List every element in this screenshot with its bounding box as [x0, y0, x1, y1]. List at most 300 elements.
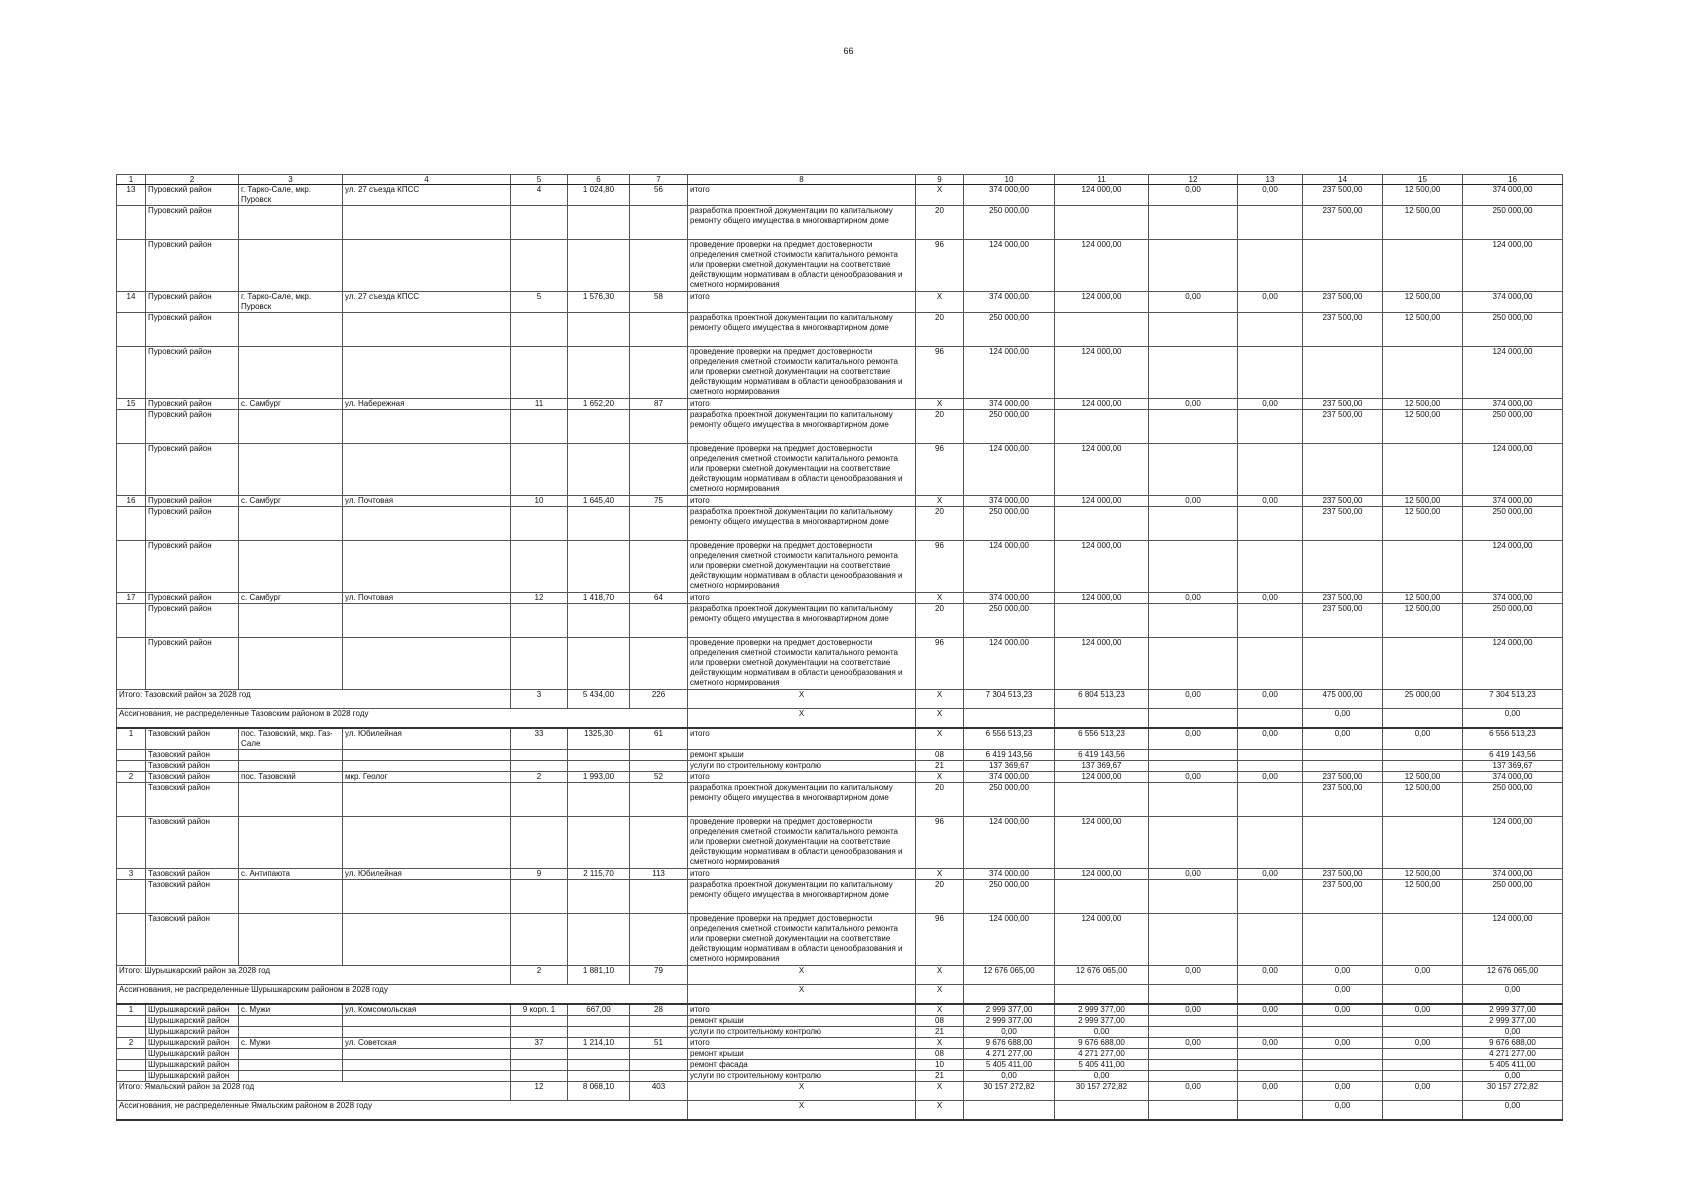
table-cell: 0,00 — [1463, 1101, 1563, 1121]
table-cell: 14 — [117, 292, 146, 313]
table-cell — [630, 817, 688, 869]
table-cell: 237 500,00 — [1303, 185, 1383, 206]
table-cell: Пуровский район — [146, 185, 239, 206]
table-cell — [1303, 1016, 1383, 1027]
table-cell — [1149, 1027, 1238, 1038]
total-label: Итого: Тазовский район за 2028 год — [117, 690, 511, 709]
table-cell: 374 000,00 — [1463, 496, 1563, 507]
table-cell: 51 — [630, 1038, 688, 1049]
table-cell: 124 000,00 — [964, 914, 1055, 966]
column-header: 9 — [916, 175, 964, 185]
table-cell — [1238, 347, 1303, 399]
table-cell — [630, 604, 688, 638]
table-cell: 25 000,00 — [1383, 690, 1463, 709]
unallocated-row — [117, 1101, 1563, 1121]
table-cell: 8 068,10 — [568, 1082, 630, 1101]
table-cell: ул. Набережная — [343, 399, 511, 410]
table-cell — [1303, 347, 1383, 399]
table-cell: X — [688, 985, 916, 1005]
table-cell: 6 804 513,23 — [1055, 690, 1149, 709]
column-header: 16 — [1463, 175, 1563, 185]
table-cell — [1238, 206, 1303, 240]
table-cell — [568, 1049, 630, 1060]
table-cell: 124 000,00 — [1463, 817, 1563, 869]
table-cell: 250 000,00 — [1463, 604, 1563, 638]
table-cell — [1383, 638, 1463, 690]
table-cell — [343, 507, 511, 541]
table-cell: 6 419 143,56 — [1055, 750, 1149, 761]
table-cell: 250 000,00 — [1463, 313, 1563, 347]
table-cell — [630, 761, 688, 772]
table-cell — [630, 240, 688, 292]
table-cell: 0,00 — [1238, 399, 1303, 410]
table-cell: ремонт крыши — [688, 750, 916, 761]
table-cell: Шурышкарский район — [146, 1071, 239, 1082]
table-cell: 124 000,00 — [964, 541, 1055, 593]
table-cell: X — [916, 772, 964, 783]
table-cell: 0,00 — [964, 1027, 1055, 1038]
table-cell: 124 000,00 — [1055, 496, 1149, 507]
table-cell: разработка проектной документации по капитальному ремонту общего имущества в многоквартирном доме — [688, 783, 916, 817]
table-cell: Пуровский район — [146, 347, 239, 399]
table-cell: Пуровский район — [146, 206, 239, 240]
table-cell: 0,00 — [1238, 292, 1303, 313]
table-cell — [568, 783, 630, 817]
table-cell: 9 корп. 1 — [511, 1004, 568, 1016]
unallocated-row — [117, 709, 1563, 729]
table-cell: 1 993,00 — [568, 772, 630, 783]
table-cell — [117, 1016, 146, 1027]
table-cell: ул. 27 съезда КПСС — [343, 292, 511, 313]
table-cell: 9 676 688,00 — [1055, 1038, 1149, 1049]
table-cell: 20 — [916, 507, 964, 541]
table-cell: Пуровский район — [146, 240, 239, 292]
table-cell: 0,00 — [1238, 869, 1303, 880]
table-cell — [239, 1016, 343, 1027]
table-cell: 0,00 — [1383, 966, 1463, 985]
table-cell: Тазовский район — [146, 880, 239, 914]
table-cell: 374 000,00 — [1463, 593, 1563, 604]
table-cell — [1238, 1101, 1303, 1121]
table-cell: 237 500,00 — [1303, 206, 1383, 240]
table-cell — [1238, 1049, 1303, 1060]
table-cell — [117, 761, 146, 772]
table-cell: 250 000,00 — [1463, 880, 1563, 914]
table-cell: 4 — [511, 185, 568, 206]
table-cell: ремонт крыши — [688, 1016, 916, 1027]
table-cell — [1303, 444, 1383, 496]
table-cell — [1238, 817, 1303, 869]
table-cell — [568, 206, 630, 240]
table-cell — [1238, 709, 1303, 729]
table-cell — [630, 206, 688, 240]
table-row — [117, 313, 1563, 347]
table-cell — [1055, 985, 1149, 1005]
total-row — [117, 966, 1563, 985]
table-cell — [1383, 1049, 1463, 1060]
table-cell: 2 999 377,00 — [1463, 1004, 1563, 1016]
table-cell: 124 000,00 — [1055, 638, 1149, 690]
table-cell: Пуровский район — [146, 593, 239, 604]
table-cell: 6 556 513,23 — [1055, 728, 1149, 750]
table-cell: 9 — [511, 869, 568, 880]
table-row — [117, 399, 1563, 410]
table-cell — [1055, 604, 1149, 638]
table-cell: Пуровский район — [146, 604, 239, 638]
table-cell: 12 500,00 — [1383, 772, 1463, 783]
table-cell: 20 — [916, 410, 964, 444]
table-cell: 12 500,00 — [1383, 604, 1463, 638]
table-cell: 08 — [916, 1049, 964, 1060]
table-cell: 17 — [117, 593, 146, 604]
total-row — [117, 1082, 1563, 1101]
table-cell: Тазовский район — [146, 750, 239, 761]
table-cell: 7 304 513,23 — [1463, 690, 1563, 709]
table-cell: 124 000,00 — [964, 240, 1055, 292]
table-cell: ул. Комсомольская — [343, 1004, 511, 1016]
table-cell: 0,00 — [1463, 709, 1563, 729]
table-cell — [511, 761, 568, 772]
table-cell — [117, 1071, 146, 1082]
table-cell: 250 000,00 — [1463, 783, 1563, 817]
table-cell — [1238, 914, 1303, 966]
table-cell: X — [916, 728, 964, 750]
table-cell: 124 000,00 — [964, 444, 1055, 496]
table-cell — [1383, 914, 1463, 966]
table-cell: 6 556 513,23 — [1463, 728, 1563, 750]
table-cell: 250 000,00 — [964, 507, 1055, 541]
table-cell: 1 418,70 — [568, 593, 630, 604]
table-cell — [1238, 1027, 1303, 1038]
table-row — [117, 541, 1563, 593]
table-cell: 124 000,00 — [1463, 444, 1563, 496]
column-header: 10 — [964, 175, 1055, 185]
table-cell: 87 — [630, 399, 688, 410]
table-cell: 5 405 411,00 — [1463, 1060, 1563, 1071]
table-cell: 0,00 — [1238, 728, 1303, 750]
table-row — [117, 761, 1563, 772]
table-cell: Пуровский район — [146, 638, 239, 690]
table-cell: с. Самбург — [239, 399, 343, 410]
table-cell: 124 000,00 — [1055, 869, 1149, 880]
table-cell: 11 — [511, 399, 568, 410]
page-number: 66 — [843, 46, 854, 56]
table-cell — [343, 1071, 511, 1082]
table-cell: 1 214,10 — [568, 1038, 630, 1049]
table-cell — [239, 206, 343, 240]
table-cell — [1238, 313, 1303, 347]
table-cell — [1303, 1049, 1383, 1060]
table-cell — [117, 750, 146, 761]
table-cell: 12 500,00 — [1383, 593, 1463, 604]
table-cell: 124 000,00 — [964, 638, 1055, 690]
table-cell: 2 — [117, 1038, 146, 1049]
table-cell: 30 157 272,82 — [1463, 1082, 1563, 1101]
table-cell: разработка проектной документации по капитальному ремонту общего имущества в многоквартирном доме — [688, 604, 916, 638]
table-cell — [568, 410, 630, 444]
table-cell: 12 676 065,00 — [1055, 966, 1149, 985]
table-cell — [343, 313, 511, 347]
table-cell: 21 — [916, 1027, 964, 1038]
table-cell: Тазовский район — [146, 914, 239, 966]
table-cell: 0,00 — [1149, 1004, 1238, 1016]
table-cell: 0,00 — [1238, 496, 1303, 507]
table-cell — [1238, 444, 1303, 496]
table-cell — [343, 1027, 511, 1038]
table-cell — [117, 541, 146, 593]
table-cell: 0,00 — [1149, 593, 1238, 604]
table-cell — [343, 541, 511, 593]
table-cell: 12 500,00 — [1383, 783, 1463, 817]
column-header: 13 — [1238, 175, 1303, 185]
table-cell: 237 500,00 — [1303, 593, 1383, 604]
table-cell: 113 — [630, 869, 688, 880]
table-cell: 0,00 — [1149, 496, 1238, 507]
column-header: 4 — [343, 175, 511, 185]
table-cell — [239, 347, 343, 399]
table-cell — [1238, 240, 1303, 292]
table-cell: с. Мужи — [239, 1038, 343, 1049]
table-cell: 9 676 688,00 — [1463, 1038, 1563, 1049]
table-cell — [239, 638, 343, 690]
table-cell — [117, 313, 146, 347]
table-cell: 28 — [630, 1004, 688, 1016]
total-label: Итого: Ямальский район за 2028 год — [117, 1082, 511, 1101]
column-header: 12 — [1149, 175, 1238, 185]
table-cell: 1 652,20 — [568, 399, 630, 410]
total-label: Итого: Шурышкарский район за 2028 год — [117, 966, 511, 985]
table-cell: X — [688, 1101, 916, 1121]
table-cell: 237 500,00 — [1303, 604, 1383, 638]
table-cell — [117, 444, 146, 496]
table-cell — [630, 1049, 688, 1060]
table-row — [117, 444, 1563, 496]
table-cell: 2 999 377,00 — [1463, 1016, 1563, 1027]
table-cell — [117, 638, 146, 690]
table-cell — [630, 783, 688, 817]
table-cell — [630, 1027, 688, 1038]
table-cell — [511, 880, 568, 914]
table-cell: 96 — [916, 240, 964, 292]
table-cell: услуги по строительному контролю — [688, 1027, 916, 1038]
table-cell — [1055, 206, 1149, 240]
table-cell: 12 500,00 — [1383, 313, 1463, 347]
table-cell — [1149, 206, 1238, 240]
table-cell: 0,00 — [1149, 966, 1238, 985]
table-cell: Тазовский район — [146, 869, 239, 880]
table-cell — [511, 750, 568, 761]
table-cell — [1149, 410, 1238, 444]
table-cell: 12 500,00 — [1383, 496, 1463, 507]
table-cell: 124 000,00 — [1055, 399, 1149, 410]
table-cell — [343, 240, 511, 292]
table-row — [117, 347, 1563, 399]
table-cell — [117, 240, 146, 292]
table-row — [117, 869, 1563, 880]
table-cell: 2 — [511, 966, 568, 985]
table-cell: 5 405 411,00 — [964, 1060, 1055, 1071]
table-cell: 2 115,70 — [568, 869, 630, 880]
table-cell: 124 000,00 — [1055, 772, 1149, 783]
table-cell: 9 676 688,00 — [964, 1038, 1055, 1049]
table-cell — [568, 1060, 630, 1071]
table-cell: 0,00 — [1149, 772, 1238, 783]
table-cell: проведение проверки на предмет достоверности определения сметной стоимости капитального ремонта или проверки сметной документации на соответствие действующим нормативам в области ценообразования и сметного нормирования — [688, 638, 916, 690]
table-cell: ул. Советская — [343, 1038, 511, 1049]
table-cell — [239, 541, 343, 593]
table-cell — [1383, 709, 1463, 729]
table-cell: разработка проектной документации по капитальному ремонту общего имущества в многоквартирном доме — [688, 313, 916, 347]
table-row — [117, 1027, 1563, 1038]
table-cell: 0,00 — [1238, 772, 1303, 783]
table-cell — [1149, 817, 1238, 869]
table-cell — [1149, 638, 1238, 690]
table-cell — [630, 541, 688, 593]
table-cell — [343, 347, 511, 399]
table-cell: 237 500,00 — [1303, 410, 1383, 444]
table-cell — [511, 507, 568, 541]
table-cell: 08 — [916, 750, 964, 761]
table-cell: X — [916, 869, 964, 880]
table-cell — [1149, 783, 1238, 817]
table-cell — [1383, 347, 1463, 399]
table-cell — [511, 1049, 568, 1060]
table-cell: 20 — [916, 313, 964, 347]
table-cell — [568, 761, 630, 772]
table-row — [117, 1049, 1563, 1060]
table-cell: 2 999 377,00 — [1055, 1004, 1149, 1016]
table-cell: пос. Тазовский — [239, 772, 343, 783]
table-cell: с. Самбург — [239, 593, 343, 604]
table-cell: 15 — [117, 399, 146, 410]
table-cell — [630, 1071, 688, 1082]
table-cell: 0,00 — [1238, 1038, 1303, 1049]
table-cell — [239, 444, 343, 496]
table-cell: X — [916, 966, 964, 985]
table-cell — [239, 1060, 343, 1071]
table-cell — [511, 206, 568, 240]
table-cell: 20 — [916, 604, 964, 638]
table-cell: 96 — [916, 444, 964, 496]
table-cell: Тазовский район — [146, 728, 239, 750]
table-cell — [630, 444, 688, 496]
table-cell: 2 — [117, 772, 146, 783]
table-cell: 96 — [916, 914, 964, 966]
table-cell: 6 419 143,56 — [964, 750, 1055, 761]
table-cell: 124 000,00 — [1055, 817, 1149, 869]
table-row — [117, 593, 1563, 604]
table-cell: 30 157 272,82 — [1055, 1082, 1149, 1101]
table-cell — [343, 604, 511, 638]
table-cell: ул. Юбилейная — [343, 728, 511, 750]
table-cell — [1055, 507, 1149, 541]
table-cell: итого — [688, 1004, 916, 1016]
table-cell: ул. Почтовая — [343, 496, 511, 507]
table-cell: 37 — [511, 1038, 568, 1049]
table-cell — [1303, 1027, 1383, 1038]
table-cell: Тазовский район — [146, 761, 239, 772]
table-cell — [239, 783, 343, 817]
column-header: 3 — [239, 175, 343, 185]
table-cell: 61 — [630, 728, 688, 750]
table-cell: 0,00 — [1149, 399, 1238, 410]
table-cell — [1055, 880, 1149, 914]
table-row — [117, 1060, 1563, 1071]
table-cell: 667,00 — [568, 1004, 630, 1016]
table-cell — [117, 1049, 146, 1060]
table-cell: 2 — [511, 772, 568, 783]
table-row — [117, 1071, 1563, 1082]
column-header: 7 — [630, 175, 688, 185]
table-row — [117, 496, 1563, 507]
table-cell — [1238, 410, 1303, 444]
table-cell: 1 645,40 — [568, 496, 630, 507]
table-cell: г. Тарко-Сале, мкр. Пуровск — [239, 185, 343, 206]
table-cell: 137 369,67 — [964, 761, 1055, 772]
table-cell: 0,00 — [1238, 1082, 1303, 1101]
table-cell: 7 304 513,23 — [964, 690, 1055, 709]
table-cell: 12 500,00 — [1383, 869, 1463, 880]
table-cell — [239, 1049, 343, 1060]
table-cell: 250 000,00 — [964, 783, 1055, 817]
table-cell: 3 — [117, 869, 146, 880]
column-header: 2 — [146, 175, 239, 185]
table-cell: 64 — [630, 593, 688, 604]
table-row — [117, 1004, 1563, 1016]
table-cell: X — [688, 1082, 916, 1101]
table-cell — [1149, 507, 1238, 541]
table-cell — [630, 1060, 688, 1071]
table-cell — [1149, 240, 1238, 292]
table-cell: 13 — [117, 185, 146, 206]
column-header: 6 — [568, 175, 630, 185]
table-cell: разработка проектной документации по капитальному ремонту общего имущества в многоквартирном доме — [688, 410, 916, 444]
table-cell: 5 — [511, 292, 568, 313]
table-cell: 0,00 — [1303, 1101, 1383, 1121]
table-cell — [1149, 709, 1238, 729]
table-cell: 96 — [916, 347, 964, 399]
table-cell: 124 000,00 — [1055, 914, 1149, 966]
table-cell: 0,00 — [1303, 966, 1383, 985]
table-cell: 403 — [630, 1082, 688, 1101]
table-cell — [568, 1071, 630, 1082]
table-cell — [511, 347, 568, 399]
table-cell: проведение проверки на предмет достоверности определения сметной стоимости капитального ремонта или проверки сметной документации на соответствие действующим нормативам в области ценообразования и сметного нормирования — [688, 817, 916, 869]
table-cell: 96 — [916, 638, 964, 690]
table-cell — [511, 313, 568, 347]
table-cell: 475 000,00 — [1303, 690, 1383, 709]
table-cell: Шурышкарский район — [146, 1060, 239, 1071]
unallocated-label: Ассигнования, не распределенные Шурышкарским районом в 2028 году — [117, 985, 688, 1005]
table-cell: 374 000,00 — [1463, 292, 1563, 313]
table-cell — [1383, 1060, 1463, 1071]
table-cell: 124 000,00 — [1055, 185, 1149, 206]
table-cell: итого — [688, 593, 916, 604]
table-cell: 0,00 — [1383, 1038, 1463, 1049]
table-cell: ул. Почтовая — [343, 593, 511, 604]
table-cell: 374 000,00 — [1463, 772, 1563, 783]
table-cell: проведение проверки на предмет достоверности определения сметной стоимости капитального ремонта или проверки сметной документации на соответствие действующим нормативам в области ценообразования и сметного нормирования — [688, 541, 916, 593]
table-cell: 21 — [916, 1071, 964, 1082]
table-cell — [117, 507, 146, 541]
table-cell: 250 000,00 — [1463, 206, 1563, 240]
table-cell: с. Антипаюта — [239, 869, 343, 880]
table-row — [117, 783, 1563, 817]
table-cell — [1303, 761, 1383, 772]
table-cell — [1238, 750, 1303, 761]
table-cell: 237 500,00 — [1303, 496, 1383, 507]
table-cell — [1149, 761, 1238, 772]
